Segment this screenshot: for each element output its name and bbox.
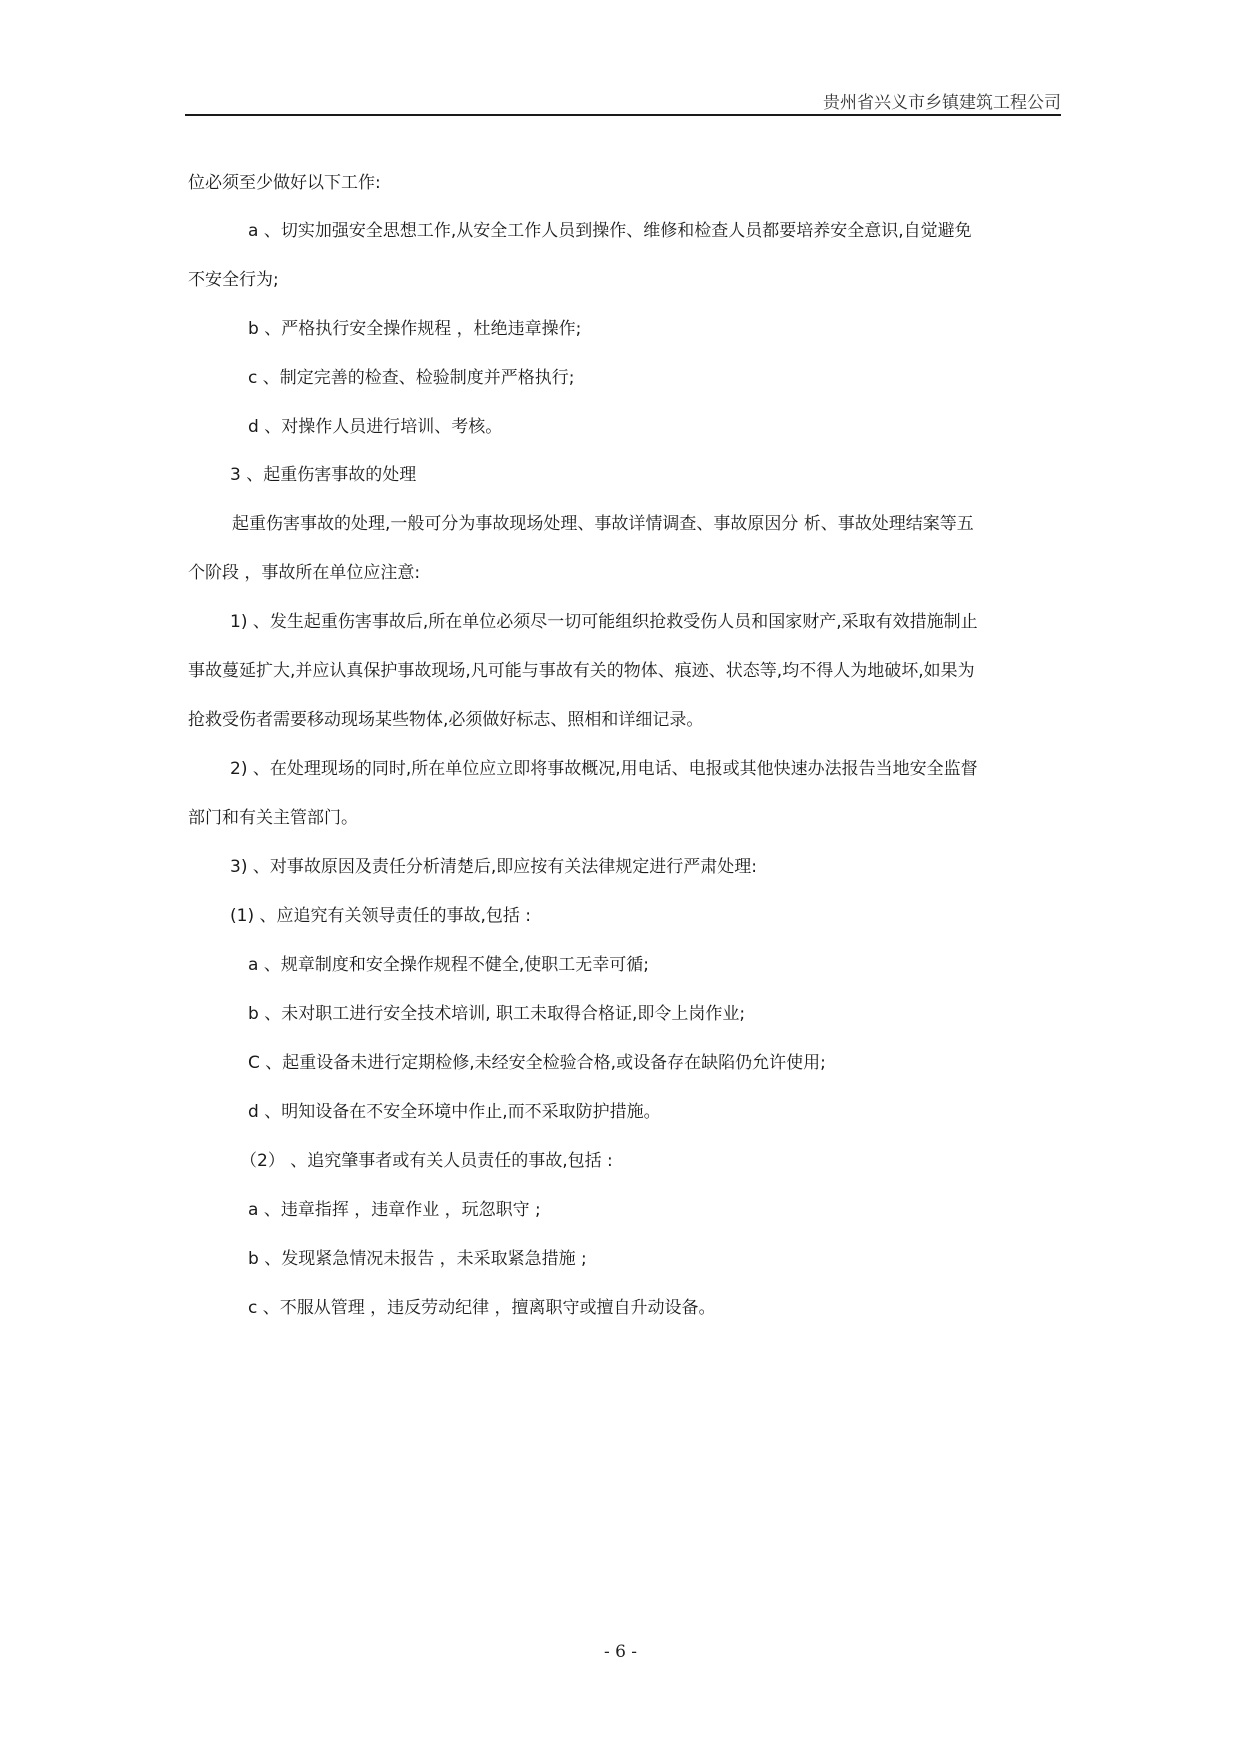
body-line: 位必须至少做好以下工作: — [188, 173, 381, 193]
body-line: d 、明知设备在不安全环境中作止,而不采取防护措施。 — [248, 1102, 661, 1122]
body-line: a 、规章制度和安全操作规程不健全,使职工无幸可循; — [248, 955, 649, 975]
page-header-company: 贵州省兴义市乡镇建筑工程公司 — [823, 93, 1061, 113]
body-line: d 、对操作人员进行培训、考核。 — [248, 417, 503, 437]
body-line: 抢救受伤者需要移动现场某些物体,必须做好标志、照相和详细记录。 — [188, 710, 704, 730]
body-line: a 、违章指挥 ，违章作业 ，玩忽职守 ; — [248, 1200, 541, 1220]
body-line: 不安全行为; — [188, 270, 279, 290]
body-line: 个阶段 ，事故所在单位应注意: — [188, 563, 421, 583]
body-line: b 、未对职工进行安全技术培训, 职工未取得合格证,即令上岗作业; — [248, 1004, 746, 1024]
body-line: c 、制定完善的检查、检验制度并严格执行; — [248, 368, 575, 388]
body-line: a 、切实加强安全思想工作,从安全工作人员到操作、维修和检查人员都要培养安全意识,自觉避免 — [248, 221, 972, 241]
body-line: 3 、起重伤害事故的处理 — [230, 465, 417, 485]
page-number: - 6 - — [603, 1642, 638, 1662]
body-line: 3) 、对事故原因及责任分析清楚后,即应按有关法律规定进行严肃处理: — [230, 857, 757, 877]
body-line: 事故蔓延扩大,并应认真保护事故现场,凡可能与事故有关的物体、痕迹、状态等,均不得人为地破坏,如果为 — [188, 661, 975, 681]
body-line: 2) 、在处理现场的同时,所在单位应立即将事故概况,用电话、电报或其他快速办法报告当地安全监督 — [230, 759, 978, 779]
body-line: （2） 、追究肇事者或有关人员责任的事故,包括 : — [240, 1151, 613, 1171]
body-line: C 、起重设备未进行定期检修,未经安全检验合格,或设备存在缺陷仍允许使用; — [248, 1053, 826, 1073]
header-rule — [185, 114, 1061, 116]
body-line: b 、严格执行安全操作规程 ，杜绝违章操作; — [248, 319, 582, 339]
body-line: 起重伤害事故的处理,一般可分为事故现场处理、事故详情调查、事故原因分 析、事故处理结案等五 — [232, 514, 974, 534]
body-line: 部门和有关主管部门。 — [188, 808, 358, 828]
body-line: (1) 、应追究有关领导责任的事故,包括 : — [230, 906, 532, 926]
body-line: 1) 、发生起重伤害事故后,所在单位必须尽一切可能组织抢救受伤人员和国家财产,采取有效措施制止 — [230, 612, 978, 632]
body-line: b 、发现紧急情况未报告 ，未采取紧急措施 ; — [248, 1249, 587, 1269]
body-line: c 、不服从管理 ，违反劳动纪律 ，擅离职守或擅自升动设备。 — [248, 1298, 716, 1318]
